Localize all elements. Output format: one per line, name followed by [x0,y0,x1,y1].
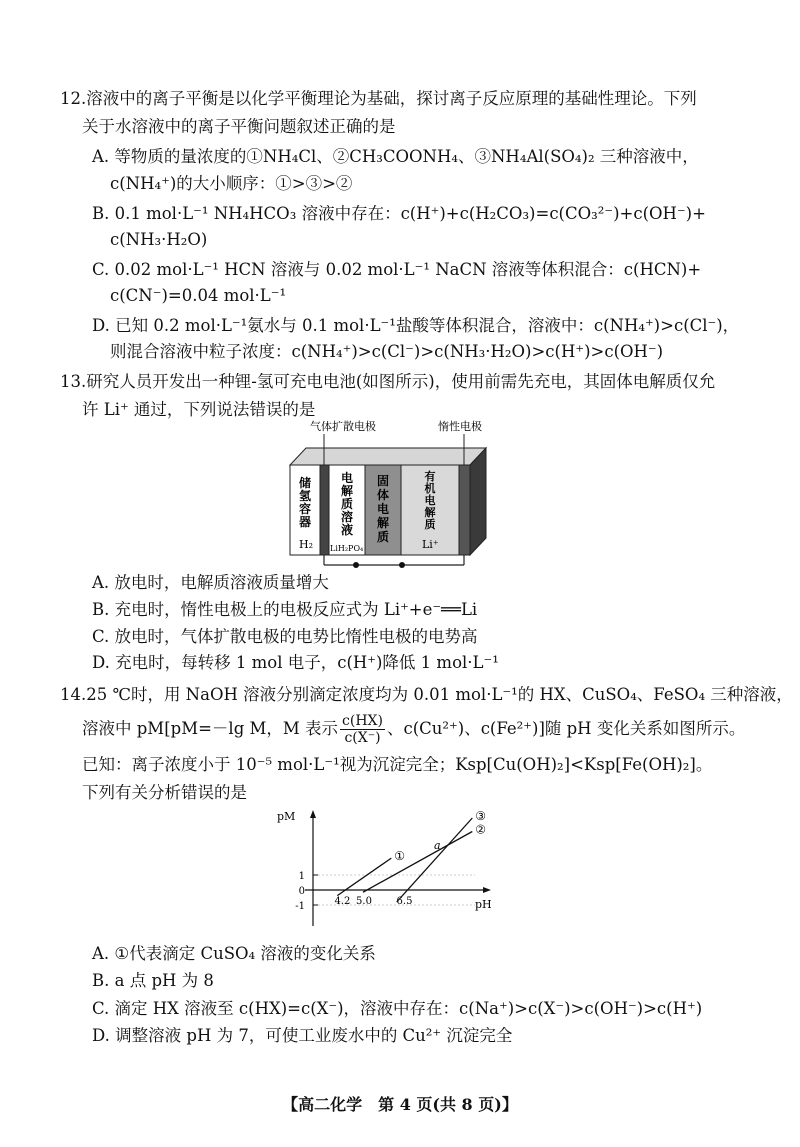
electrolyte-char: 解 [340,484,354,498]
q13-option-d: D. 充电时，每转移 1 mol 电子，c(H⁺)降低 1 mol·L⁻¹ [92,653,499,672]
solid-electrolyte-char: 固 [376,474,390,488]
q12-stem-line1: 12.溶液中的离子平衡是以化学平衡理论为基础，探讨离子反应原理的基础性理论。下列 [60,89,697,108]
q13-stem-line2: 许 Li⁺ 通过，下列说法错误的是 [82,400,316,419]
q12-option-c-line1: C. 0.02 mol·L⁻¹ HCN 溶液与 0.02 mol·L⁻¹ NaCN 溶液等体积混合：c(HCN)+ [92,260,702,279]
fraction-numerator: c(HX) [342,713,383,729]
q12-option-b-line2: c(NH₃·H₂O) [110,230,208,249]
h2-storage-box-text [298,475,312,529]
q14-option-a: A. ①代表滴定 CuSO₄ 溶液的变化关系 [92,944,376,963]
y-tick-label: -1 [295,901,305,912]
y-axis-label: pM [277,810,296,823]
q14-option-b: B. a 点 pH 为 8 [92,971,214,990]
battery-diagram [280,420,530,570]
series-line-2 [363,832,472,893]
q12-stem-line2: 关于水溶液中的离子平衡问题叙述正确的是 [82,117,396,136]
q12-option-a-line1: A. 等物质的量浓度的①NH₄Cl、②CH₃COONH₄、③NH₄Al(SO₄)₂ 三种溶液中， [92,147,699,166]
q14-stem-line2-post: 、c(Cu²⁺)、c(Fe²⁺)]随 pH 变化关系如图所示。 [387,719,746,738]
q14-stem-line1: 14.25 ℃时，用 NaOH 溶液分别滴定浓度均为 0.01 mol·L⁻¹的 HX、CuSO₄、FeSO₄ 三种溶液， [60,685,793,704]
series-label-2: ② [475,822,487,837]
x-tick-label: 5.0 [356,896,372,907]
q14-option-c: C. 滴定 HX 溶液至 c(HX)=c(X⁻)，溶液中存在：c(Na⁺)>c(X⁻)>c(OH⁻)>c(H⁺) [92,999,703,1018]
pm-ph-chart [275,808,505,933]
q12-option-c-line2: c(CN⁻)=0.04 mol·L⁻¹ [110,286,287,305]
q14-stem-line4: 下列有关分析错误的是 [82,783,247,802]
series-label-1: ① [394,849,406,864]
q14-stem-line3: 已知：离子浓度小于 10⁻⁵ mol·L⁻¹视为沉淀完全；Ksp[Cu(OH)₂]<Ksp[Fe(OH)₂]。 [82,755,713,774]
electrolyte-solution-text [341,470,353,537]
q13-stem-line1: 13.研究人员开发出一种锂-氢可充电电池(如图所示)，使用前需先充电，其固体电解质仅允 [60,372,716,391]
inert-electrode-label: 惰性电极 [438,420,482,433]
q13-option-c: C. 放电时，气体扩散电极的电势比惰性电极的电势高 [92,627,478,646]
q14-stem-line2 [82,713,745,746]
fraction-denominator: c(X⁻) [344,730,381,746]
page-footer: 【高二化学 第 4 页(共 8 页)】 [282,1095,518,1114]
electrolyte-char: 质 [340,497,354,511]
terminal-dot-right [399,562,405,568]
hx-fraction [340,713,385,746]
solid-electrolyte-char: 解 [376,516,390,530]
lih2po4-formula: LiH₂PO₄ [330,544,364,553]
organic-electrolyte-char: 有 [424,470,436,483]
h2-formula: H₂ [299,538,314,551]
series-label-3: ③ [475,809,487,823]
organic-electrolyte-text [425,469,437,531]
h2-storage-char: 储 [298,476,312,490]
organic-electrolyte-char: 电 [424,494,436,507]
x-axis-arrow [483,887,491,893]
electrolyte-char: 液 [340,523,354,537]
q13-option-b: B. 充电时，惰性电极上的电极反应式为 Li⁺+e⁻══Li [92,600,478,619]
organic-electrolyte-char: 机 [424,482,436,495]
electrolyte-char: 溶 [340,510,354,524]
q12-option-a-line2: c(NH₄⁺)的大小顺序：①>③>② [110,174,353,193]
q12-option-b-line1: B. 0.1 mol·L⁻¹ NH₄HCO₃ 溶液中存在：c(H⁺)+c(H₂CO₃)=c(CO₃²⁻)+c(OH⁻)+ [92,204,706,223]
solid-electrolyte-char: 体 [376,488,390,502]
q14-option-d: D. 调整溶液 pH 为 7，可使工业废水中的 Cu²⁺ 沉淀完全 [92,1026,513,1045]
y-tick-label: 0 [298,886,305,897]
x-tick-label: 4.2 [334,896,351,907]
h2-storage-char: 氢 [298,489,312,503]
solid-electrolyte-char: 质 [376,530,390,544]
q13-option-a: A. 放电时，电解质溶液质量增大 [92,573,329,592]
x-tick-label: 6.5 [396,896,413,907]
terminal-dot-left [353,562,359,568]
organic-electrolyte-char: 解 [424,506,436,519]
solid-electrolyte-text [377,474,389,544]
solid-electrolyte-char: 电 [376,502,390,516]
q14-stem-line2-pre: 溶液中 pM[pM=－lg M，M 表示 [82,719,339,738]
gas-electrode-label: 气体扩散电极 [310,420,376,433]
li-ion-formula: Li⁺ [422,538,439,551]
h2-storage-char: 器 [298,515,312,529]
x-axis-label: pH [475,898,492,911]
y-tick-label: 1 [298,871,305,882]
y-axis-arrow [310,810,316,818]
q12-option-d-line2: 则混合溶液中粒子浓度：c(NH₄⁺)>c(Cl⁻)>c(NH₃·H₂O)>c(H⁺)>c(OH⁻) [110,342,664,361]
electrolyte-char: 电 [340,471,354,485]
q12-option-d-line1: D. 已知 0.2 mol·L⁻¹氨水与 0.1 mol·L⁻¹盐酸等体积混合，溶液中：c(NH₄⁺)>c(Cl⁻)， [92,316,740,335]
organic-electrolyte-char: 质 [424,518,436,531]
h2-storage-char: 容 [298,502,312,516]
point-a-label: a [434,839,441,852]
